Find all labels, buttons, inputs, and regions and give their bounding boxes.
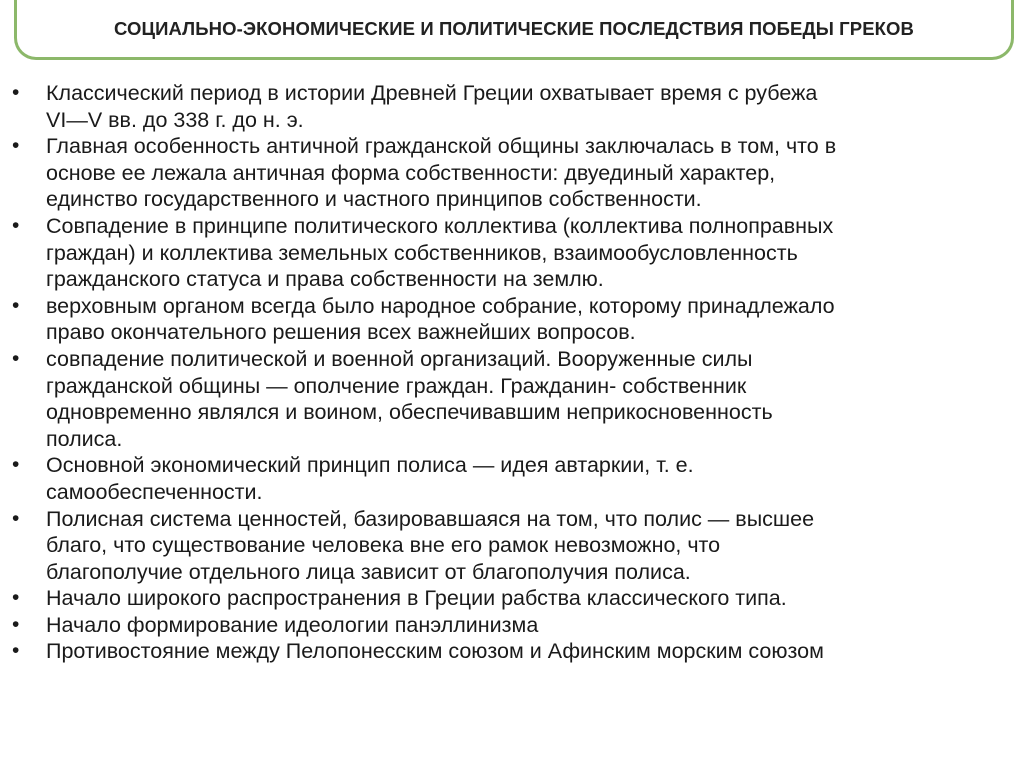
bullet-text: Совпадение в принципе политического коллектива (коллектива полноправных граждан) и коллектива земельных собственников, взаимообусловленность гражданского статуса и права собственности на землю. bbox=[46, 213, 834, 292]
bullet-icon: • bbox=[12, 81, 20, 104]
slide-title: СОЦИАЛЬНО-ЭКОНОМИЧЕСКИЕ И ПОЛИТИЧЕСКИЕ ПОСЛЕДСТВИЯ ПОБЕДЫ ГРЕКОВ bbox=[114, 17, 914, 39]
bullet-icon: • bbox=[12, 612, 20, 636]
bullet-text: совпадение политической и военной организаций. Вооруженные силы гражданской общины — ополчение граждан. Гражданин- собственник одновременно являлся и воином, обеспечивавшим неприкосновенность полиса. bbox=[46, 346, 773, 451]
bullet-item bbox=[12, 612, 1017, 639]
bullet-text: Полисная система ценностей, базировавшаяся на том, что полис — высшее благо, что существование человека вне его рамок невозможно, что благополучие отдельного лица зависит от благополучия полиса. bbox=[46, 506, 815, 584]
bullet-icon: • bbox=[12, 639, 20, 663]
bullet-icon: • bbox=[12, 453, 20, 477]
bullet-item bbox=[12, 293, 1017, 346]
bullet-item bbox=[12, 213, 1017, 293]
bullet-icon: • bbox=[12, 293, 20, 317]
bullet-icon: • bbox=[12, 586, 20, 610]
bullet-text: верховным органом всегда было народное собрание, которому принадлежало право окончательного решения всех важнейших вопросов. bbox=[46, 293, 835, 345]
bullet-text: Основной экономический принцип полиса — идея автаркии, т. е. самообеспеченности. bbox=[46, 453, 694, 504]
bullet-icon: • bbox=[12, 346, 20, 370]
bullet-text: Начало формирование идеологии панэллинизма bbox=[46, 612, 539, 637]
bullet-icon: • bbox=[12, 506, 20, 530]
bullet-text: Начало широкого распространения в Греции рабства классического типа. bbox=[46, 586, 787, 611]
bullet-item bbox=[12, 506, 1017, 586]
bullet-text: Главная особенность античной гражданской общины заключалась в том, что в основе ее лежала античная форма собственности: двуединый характер, единство государственного и частного принципов собственности. bbox=[46, 134, 837, 212]
bullet-icon: • bbox=[12, 134, 20, 158]
bullet-item bbox=[12, 133, 1017, 213]
bullet-list bbox=[12, 80, 1017, 665]
bullet-item bbox=[12, 80, 1017, 133]
bullet-item bbox=[12, 452, 1017, 505]
bullet-text: Классический период в истории Древней Греции охватывает время с рубежа VI—V вв. до 338 г. до н. э. bbox=[46, 81, 818, 132]
bullet-item bbox=[12, 346, 1017, 452]
bullet-item bbox=[12, 638, 1017, 665]
title-box bbox=[14, 0, 1014, 60]
bullet-text: Противостояние между Пелопонесским союзом и Афинским морским союзом bbox=[46, 639, 824, 664]
bullet-icon: • bbox=[12, 213, 20, 237]
bullet-item bbox=[12, 585, 1017, 612]
